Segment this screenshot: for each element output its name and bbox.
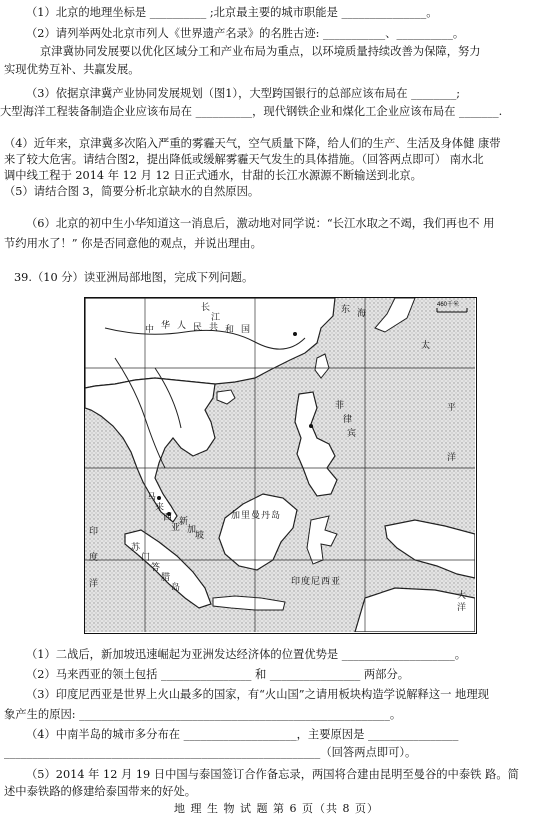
label-gong: 共 (209, 323, 219, 333)
q39-3-line-1: （3）印度尼西亚是世界上火山最多的国家，有“火山国”之请用板块构造学说解释这一 地理现 (26, 688, 489, 701)
label-yang3: 洋 (89, 579, 99, 589)
label-da: 答 (151, 563, 161, 573)
q6-line-2: 节约用水了！” 你是否同意他的观点，并说出理由。 (4, 237, 262, 250)
label-lu: 律 (343, 415, 353, 425)
q39-5-line-2: 述中泰铁路的修建给泰国带来的好处。 (4, 785, 197, 798)
label-yin: 印 (291, 577, 301, 587)
label-dong: 东 (341, 305, 351, 315)
label-jiang: 江 (211, 313, 221, 323)
asia-map (84, 297, 477, 634)
map-graphic (85, 298, 475, 632)
label-ya2: 亚 (331, 577, 341, 587)
label-ma: 马 (147, 493, 157, 503)
label-jia2: 加 (231, 511, 241, 521)
label-xi: 西 (163, 513, 173, 523)
label-yang2: 洋 (457, 603, 467, 613)
label-yin2: 印 (89, 527, 99, 537)
label-jia: 加 (187, 525, 197, 535)
label-ping: 平 (447, 403, 457, 413)
label-dao1: 岛 (171, 583, 181, 593)
q39-title: 39.（10 分）读亚洲局部地图，完成下列问题。 (14, 271, 254, 284)
label-yang: 洋 (447, 453, 457, 463)
label-hai: 海 (357, 309, 367, 319)
q4-line-2: 来了较大危害。请结合图2，提出降低或缓解雾霾天气发生的具体措施。（回答两点即可） 南水北 (4, 153, 484, 166)
label-chang: 长 (201, 303, 211, 313)
label-bin: 宾 (347, 429, 357, 439)
q4-line-3: 调中线工程于 2014 年 12 月 12 日正式通水，甘甜的长江水源源不断输送到北京。 (4, 169, 422, 182)
intro-line-1: 京津冀协同发展要以优化区域分工和产业布局为重点，以环境质量持续改善为保障，努力 (40, 45, 481, 58)
label-he: 和 (225, 325, 235, 335)
intro-line-2: 实现优势互补、共赢发展。 (4, 63, 140, 76)
label-su: 苏 (131, 543, 141, 553)
q39-4-line-2: ________________________________________________________（回答两点即可）。 (4, 746, 417, 759)
label-man: 曼 (251, 511, 261, 521)
label-li: 里 (241, 511, 251, 521)
label-la: 腊 (161, 573, 171, 583)
label-ren: 人 (177, 321, 187, 331)
label-xin: 新 (179, 517, 189, 527)
q3-line-2: 大型海洋工程装备制造企业应该布局在 __________，现代钢铁企业和煤化工企业应该布局在 _______. (0, 105, 503, 118)
q39-4-line-1: （4）中南半岛的城市多分布在 ____________________，主要原因是 ________________ (26, 728, 459, 741)
label-po: 坡 (195, 531, 205, 541)
label-ya: 亚 (171, 523, 181, 533)
label-men: 门 (141, 553, 151, 563)
label-dao2: 岛 (271, 511, 281, 521)
q39-5-line-1: （5）2014 年 12 月 19 日中国与泰国签订合作备忘录，两国将合建由昆明至曼谷的中泰铁 路。简 (26, 768, 519, 781)
label-fei: 菲 (335, 401, 345, 411)
q3-line-1: （3）依据京津冀产业协同发展规划（图1），大型跨国银行的总部应该布局在 ________; (26, 87, 461, 100)
page-footer: 地 理 生 物 试 题 第 6 页（共 8 页） (174, 802, 379, 815)
label-min: 民 (193, 323, 203, 333)
scale-label: 460千米 (437, 302, 460, 308)
label-lai: 来 (155, 503, 165, 513)
label-da2: 大 (457, 591, 467, 601)
q39-2: （2）马来西亚的领土包括 ________________ 和 ________________ 两部分。 (26, 668, 410, 681)
label-guo: 国 (241, 325, 251, 335)
q4-line-1: （4）近年来，京津冀多次陷入严重的雾霾天气，空气质量下降，给人们的生产、生活及身体健 康带 (4, 137, 501, 150)
label-du: 度 (301, 577, 311, 587)
label-zhong: 中 (145, 325, 155, 335)
label-xi2: 西 (321, 577, 331, 587)
q2-line: （2）请列举两处北京市列人《世界遗产名录》的名胜古迹: ___________、__________。 (26, 27, 465, 40)
q1-line: （1）北京的地理坐标是 __________ ;北京最主要的城市职能是 _______________。 (26, 6, 438, 19)
label-du2: 度 (89, 553, 99, 563)
label-hua: 华 (161, 321, 171, 331)
label-ni: 尼 (311, 577, 321, 587)
label-tai: 太 (421, 341, 431, 351)
q6-line-1: （6）北京的初中生小华知道这一消息后，激动地对同学说：“长江水取之不竭，我们再也不 用 (26, 217, 495, 230)
q39-3-line-2: 象产生的原因: _______________________________________________________。 (4, 708, 402, 721)
q39-1: （1）二战后，新加坡迅速崛起为亚洲发达经济体的位置优势是 ____________________。 (26, 648, 467, 661)
label-dan: 丹 (261, 511, 271, 521)
q5-line: （5）请结合图 3，简要分析北京缺水的自然原因。 (4, 185, 260, 198)
